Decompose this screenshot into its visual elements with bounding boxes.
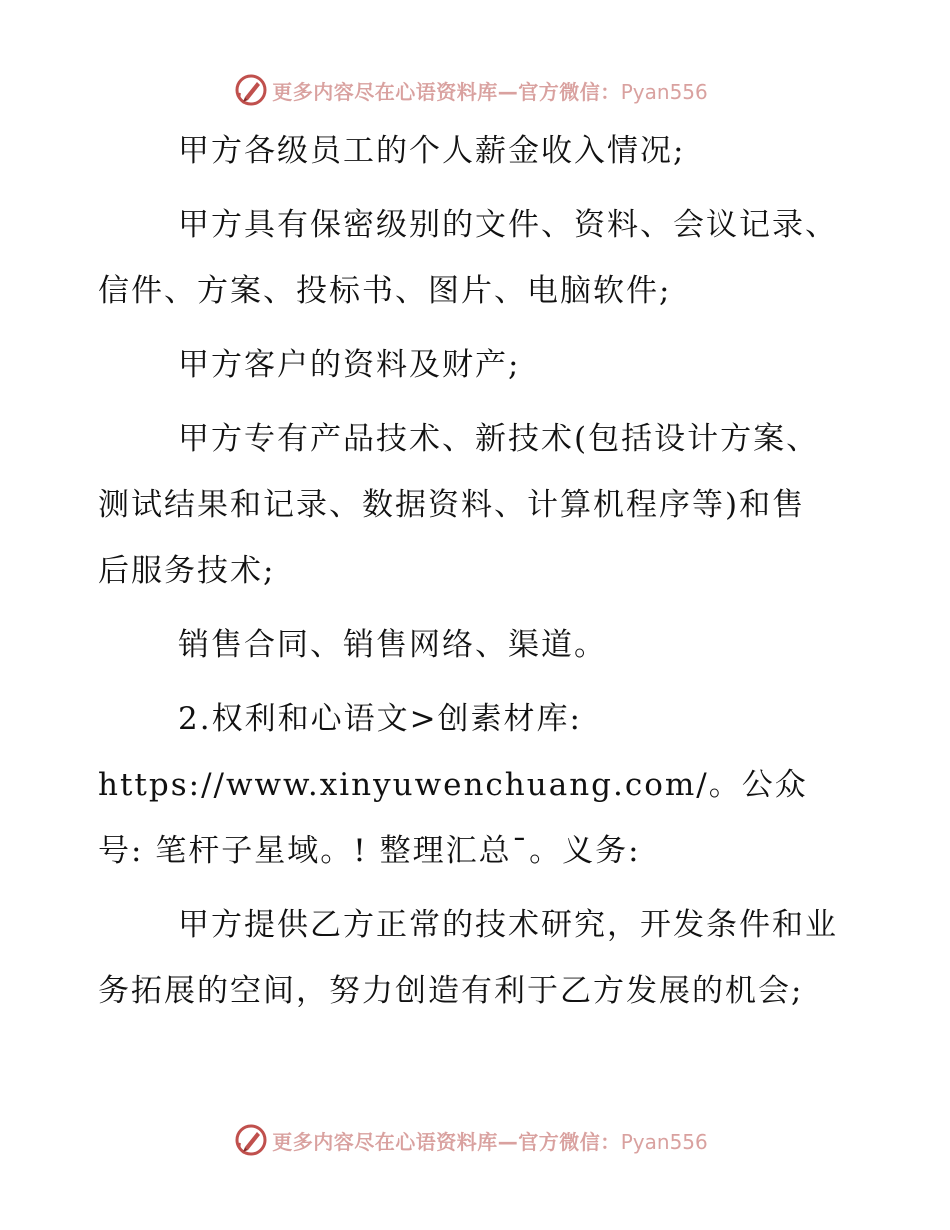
watermark-wechat-id: Pyan556: [620, 79, 708, 104]
watermark-text: [272, 76, 708, 105]
paragraph-confidential-files: 甲方具有保密级别的文件、资料、会议记录、信件、方案、投标书、图片、电脑软件;: [98, 207, 838, 309]
paragraph-salary: 甲方各级员工的个人薪金收入情况;: [178, 133, 686, 169]
paragraph-rights-obligations: 2.权利和心语文>创素材库: https://www.xinyuwenchuang.com/。公众号: 笔杆子星域。! 整理汇总¯。义务:: [98, 701, 808, 869]
header-watermark: [0, 72, 950, 108]
paragraph-sales-network: 销售合同、销售网络、渠道。: [178, 627, 607, 663]
footer-watermark: [0, 1122, 950, 1158]
paragraph-client-data: 甲方客户的资料及财产;: [178, 347, 521, 383]
paragraph-party-a-provides: 甲方提供乙方正常的技术研究，开发条件和业务拓展的空间，努力创造有利于乙方发展的机会;: [98, 907, 838, 1009]
document-body: [98, 118, 838, 1024]
pen-logo-icon: [234, 1123, 268, 1157]
watermark-wechat-id: Pyan556: [620, 1129, 708, 1154]
watermark-text: [272, 1126, 708, 1155]
pen-logo-icon: [234, 73, 268, 107]
paragraph-proprietary-tech: 甲方专有产品技术、新技术(包括设计方案、测试结果和记录、数据资料、计算机程序等)和售后服务技术;: [98, 421, 820, 589]
watermark-label: 更多内容尽在心语资料库—官方微信：: [272, 1129, 621, 1154]
watermark-label: 更多内容尽在心语资料库—官方微信：: [272, 79, 621, 104]
